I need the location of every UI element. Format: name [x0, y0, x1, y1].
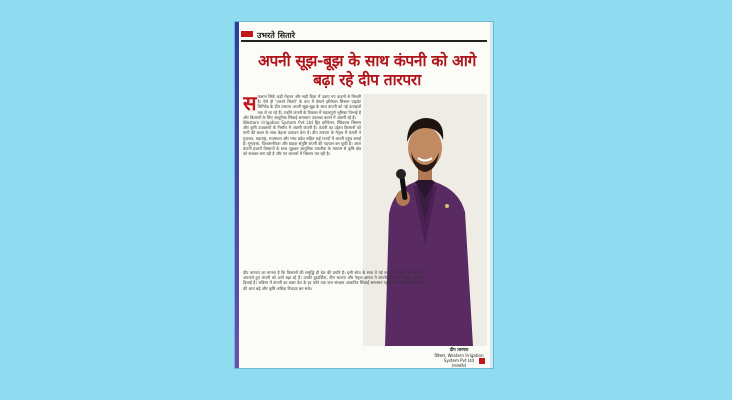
body-closing: दीप तारपरा का मानना है कि किसानों की समृद्धि ही देश की प्रगति है। इसी सोच के साथ वे नई तकनीकों और नवाचारों को अपनाते हुए कंपनी को आगे बढ़ा रहे हैं। उनकी दूरदर्शिता, टीम भावना और नेतृत्व क्षमता ने कंपनी को एक मजबूत पहचान दिलाई है। भविष्य में कंपनी का लक्ष्य देश के हर कोने तक जल संरक्षण आधारित सिंचाई समाधान पहुंचाना है, जिससे किसानों की आय बढ़े और कृषि अधिक टिकाऊ बन सके।: [243, 270, 423, 291]
page-left-border: [235, 22, 239, 368]
end-mark: [479, 358, 485, 364]
headline: अपनी सूझ-बूझ के साथ कंपनी को आगे बढ़ा रहे दीप तारपरा: [257, 52, 477, 89]
magazine-page: [235, 22, 493, 368]
body-company: Western Irrigation System Pvt Ltd ड्रिप इरीगेशन, स्प्रिंकलर सिस्टम और कृषि उपकरणों के निर्माण में अग्रणी कंपनी है। कंपनी का उद्देश्य किसानों को पानी की बचत के साथ बेहतर उत्पादन देना है। दीप तारपरा के नेतृत्व में कंपनी ने गुजरात, महाराष्ट्र, राजस्थान और मध्य प्रदेश सहित कई राज्यों में अपनी पहुंच बनाई है। गुणवत्ता, विश्वसनीयता और ग्राहक संतुष्टि कंपनी की पहचान बन चुकी है। आज कंपनी हजारों किसानों के साथ जुड़कर आधुनिक तकनीक के माध्यम से कृषि क्षेत्र को सशक्त बना रही है और नए बाजारों में विस्तार कर रही है।: [243, 120, 361, 157]
caption-title: डिरेक्टर, Western Irrigation System Pvt Ltd: [434, 353, 484, 363]
caption-location: (राजकोट): [451, 363, 467, 368]
section-label: उभरते सितारे: [257, 31, 296, 40]
page-right-strip: [490, 22, 493, 368]
section-marker: [241, 31, 253, 37]
caption-name: दीप तारपरा: [449, 348, 469, 353]
body-intro: फलता सिर्फ कड़ी मेहनत और सही दिशा में उठाए गए कदमों से मिलती है। ऐसे ही 'उभरते सितारे' के रूप में वेस्टर्न इरीगेशन सिस्टम प्राइवेट लिमिटेड के दीप तारपरा अपनी सूझ-बूझ के साथ कंपनी को नई ऊंचाइयों तक ले जा रहे हैं। उन्होंने कंपनी के विकास में महत्वपूर्ण भूमिका निभाई है और किसानों के लिए आधुनिक सिंचाई समाधान उपलब्ध कराने में अग्रणी रहे हैं।: [243, 94, 361, 120]
drop-cap: स: [243, 94, 257, 115]
top-rule: [241, 40, 487, 42]
article-body-closing: [243, 270, 423, 364]
